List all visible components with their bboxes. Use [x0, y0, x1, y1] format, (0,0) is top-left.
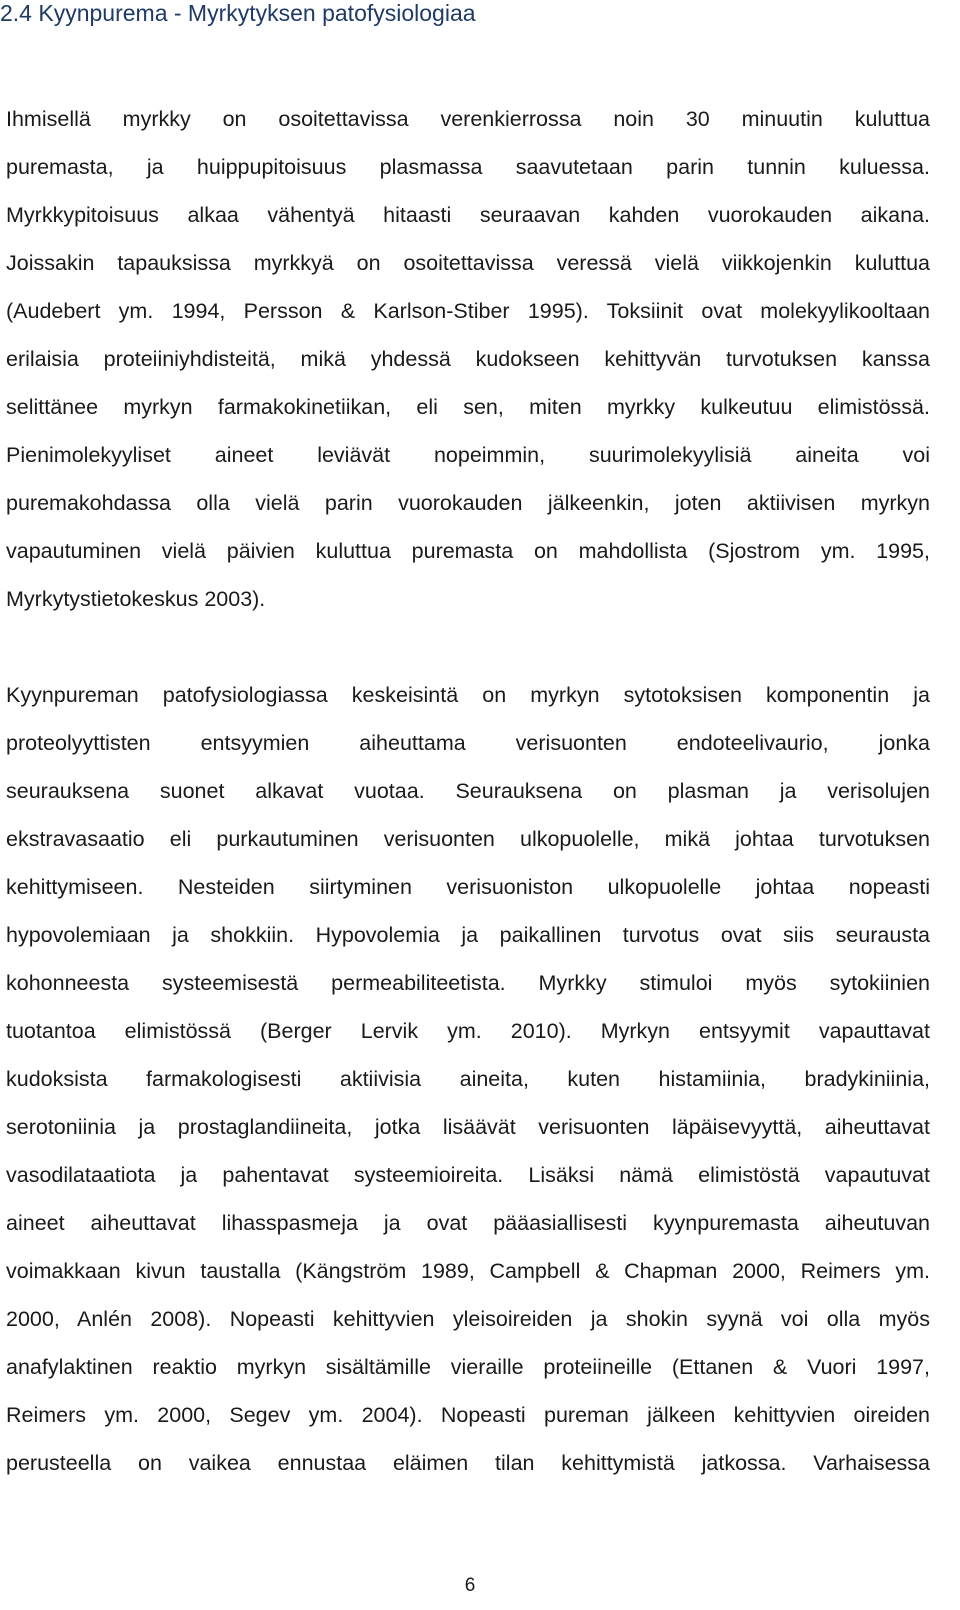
paragraph-2-line-2: proteolyyttisten entsyymien aiheuttama verisuonten endoteelivaurio, jonka — [6, 731, 930, 755]
paragraph-2-line-3: seurauksena suonet alkavat vuotaa. Seurauksena on plasman ja verisolujen — [6, 779, 930, 803]
paragraph-1-line-5: (Audebert ym. 1994, Persson & Karlson-Stiber 1995). Toksiinit ovat molekyylikooltaan — [6, 299, 930, 323]
paragraph-2-line-16: Reimers ym. 2000, Segev ym. 2004). Nopeasti pureman jälkeen kehittyvien oireiden — [6, 1403, 930, 1427]
paragraph-2-line-1: Kyynpureman patofysiologiassa keskeisintä on myrkyn sytotoksisen komponentin ja — [6, 683, 930, 707]
paragraph-2-line-17: perusteella on vaikea ennustaa eläimen tilan kehittymistä jatkossa. Varhaisessa — [6, 1451, 930, 1475]
paragraph-2-line-14: 2000, Anlén 2008). Nopeasti kehittyvien yleisoireiden ja shokin syynä voi olla myös — [6, 1307, 930, 1331]
paragraph-2-line-15: anafylaktinen reaktio myrkyn sisältämille vieraille proteiineille (Ettanen & Vuori 1997, — [6, 1355, 930, 1379]
paragraph-2-line-5: kehittymiseen. Nesteiden siirtyminen verisuoniston ulkopuolelle johtaa nopeasti — [6, 875, 930, 899]
paragraph-2-line-7: kohonneesta systeemisestä permeabiliteetista. Myrkky stimuloi myös sytokiinien — [6, 971, 930, 995]
paragraph-2-line-6: hypovolemiaan ja shokkiin. Hypovolemia ja paikallinen turvotus ovat siis seurausta — [6, 923, 930, 947]
paragraph-1-line-3: Myrkkypitoisuus alkaa vähentyä hitaasti seuraavan kahden vuorokauden aikana. — [6, 203, 930, 227]
paragraph-2-line-12: aineet aiheuttavat lihasspasmeja ja ovat pääasiallisesti kyynpuremasta aiheutuvan — [6, 1211, 930, 1235]
paragraph-2-line-10: serotoniinia ja prostaglandiineita, jotka lisäävät verisuonten läpäisevyyttä, aiheuttavat — [6, 1115, 930, 1139]
paragraph-1-line-6: erilaisia proteiiniyhdisteitä, mikä yhdessä kudokseen kehittyvän turvotuksen kanssa — [6, 347, 930, 371]
paragraph-1-line-4: Joissakin tapauksissa myrkkyä on osoitettavissa veressä vielä viikkojenkin kuluttua — [6, 251, 930, 275]
paragraph-1-line-9: puremakohdassa olla vielä parin vuorokauden jälkeenkin, joten aktiivisen myrkyn — [6, 491, 930, 515]
paragraph-2-line-11: vasodilataatiota ja pahentavat systeemioireita. Lisäksi nämä elimistöstä vapautuvat — [6, 1163, 930, 1187]
paragraph-1-line-7: selittänee myrkyn farmakokinetiikan, eli sen, miten myrkky kulkeutuu elimistössä. — [6, 395, 930, 419]
paragraph-2-line-4: ekstravasaatio eli purkautuminen verisuonten ulkopuolelle, mikä johtaa turvotuksen — [6, 827, 930, 851]
paragraph-1-line-10: vapautuminen vielä päivien kuluttua puremasta on mahdollista (Sjostrom ym. 1995, — [6, 539, 930, 563]
section-heading: 2.4 Kyynpurema - Myrkytyksen patofysiologiaa — [0, 0, 476, 26]
paragraph-1-line-11: Myrkytystietokeskus 2003). — [6, 587, 266, 611]
paragraph-1-line-2: puremasta, ja huippupitoisuus plasmassa saavutetaan parin tunnin kuluessa. — [6, 155, 930, 179]
paragraph-2-line-13: voimakkaan kivun taustalla (Kängström 1989, Campbell & Chapman 2000, Reimers ym. — [6, 1259, 930, 1283]
paragraph-2-line-9: kudoksista farmakologisesti aktiivisia aineita, kuten histamiinia, bradykiniinia, — [6, 1067, 930, 1091]
paragraph-2-line-8: tuotantoa elimistössä (Berger Lervik ym. 2010). Myrkyn entsyymit vapauttavat — [6, 1019, 930, 1043]
page-number: 6 — [464, 1575, 476, 1596]
paragraph-1-line-8: Pienimolekyyliset aineet leviävät nopeimmin, suurimolekyylisiä aineita voi — [6, 443, 930, 467]
paragraph-1-line-1: Ihmisellä myrkky on osoitettavissa verenkierrossa noin 30 minuutin kuluttua — [6, 107, 930, 131]
